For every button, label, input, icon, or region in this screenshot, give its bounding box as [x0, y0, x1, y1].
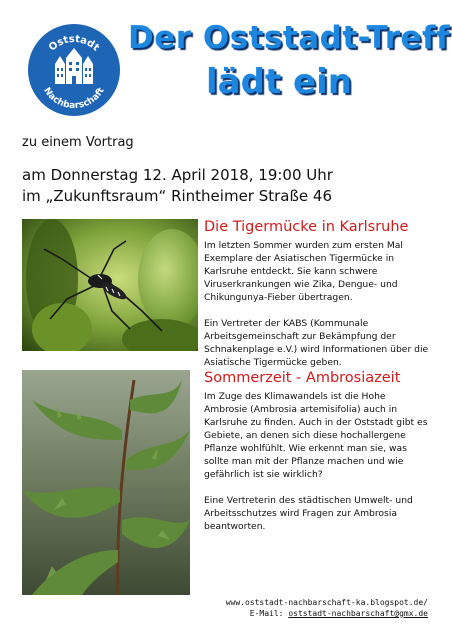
headline-line-2: lädt ein [206, 62, 352, 102]
section-ambrosia [204, 370, 430, 533]
ambrosia-photo [22, 370, 190, 595]
event-location: im „Zukunftsraum“ Rintheimer Straße 46 [22, 187, 333, 205]
email-link[interactable]: oststadt-nachbarschaft@gmx.de [288, 609, 428, 618]
intro-text: zu einem Vortrag [22, 135, 134, 150]
section-paragraph: Eine Vertreterin des städtischen Umwelt- und Arbeitsschutzes wird Fragen zur Ambrosia beantworten. [204, 495, 413, 532]
section-title: Die Tigermücke in Karlsruhe [204, 219, 409, 235]
section-tigermuecke [204, 219, 430, 369]
footer [226, 597, 428, 619]
headline-line-1: Der Oststadt-Treff [128, 20, 450, 56]
website-link[interactable]: www.oststadt-nachbarschaft-ka.blogspot.de/ [225, 598, 428, 607]
event-date: am Donnerstag 12. April 2018, 19:00 Uhr [22, 166, 333, 184]
section-paragraph: Ein Vertreter der KABS (Kommunale Arbeitsgemeinschaft zur Bekämpfung der Schnakenplage e.V.) wird Informationen über die Asiatische Tigermücke geben. [204, 318, 429, 368]
email-label: E-Mail: [249, 609, 284, 618]
logo [28, 24, 120, 116]
svg-text:Nachbarschaft [41, 86, 107, 112]
section-title: Sommerzeit - Ambrosiazeit [204, 370, 401, 386]
email-line [226, 608, 428, 619]
section-paragraph: Im Zuge des Klimawandels ist die Hohe Ambrosie (Ambrosia artemisifolia) auch in Karlsruhe zu finden. Auch in der Oststadt gibt es Gebiete, an denen sich diese hochallergene Pflanze wohlfühlt. Wie erkennt man sie, was sollte man mit der Pflanze machen und wie gefährlich ist sie wirklich? [204, 391, 428, 480]
section-paragraph: Im letzten Sommer wurden zum ersten Mal Exemplare der Asiatischen Tigermücke in Karlsruhe entdeckt. Sie kann schwere Viruserkrankungen wie Zika, Dengue- und Chikungunya-Fieber übertragen. [204, 240, 403, 303]
houses-icon [55, 48, 93, 84]
tiger-mosquito-photo [22, 219, 198, 351]
logo-top-text: Oststadt [47, 33, 102, 54]
logo-graphic [28, 24, 120, 116]
logo-bottom-text: Nachbarschaft [41, 85, 107, 112]
